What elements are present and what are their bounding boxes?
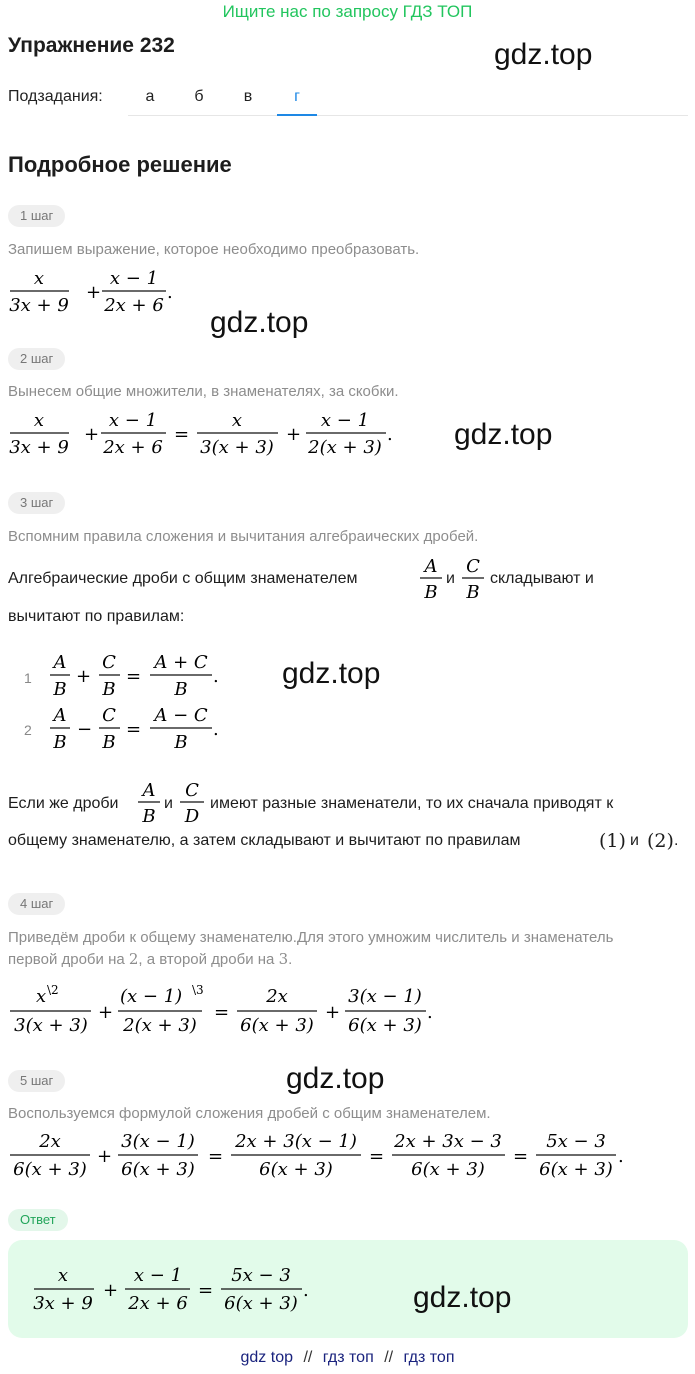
svg-text:\3: \3 — [192, 983, 204, 997]
svg-text:+: + — [286, 424, 302, 445]
tab-v[interactable]: в — [243, 88, 253, 105]
step-1-formula — [6, 262, 186, 318]
solution-heading: Подробное решение — [8, 152, 232, 177]
watermark: gdz.top — [282, 657, 381, 690]
ref-period: . — [674, 832, 679, 849]
footer-separator: // — [303, 1349, 313, 1366]
svg-text:B: B — [102, 679, 116, 700]
diff-and: и — [164, 795, 173, 812]
svg-text:=: = — [513, 1146, 529, 1167]
svg-text:B: B — [53, 679, 67, 700]
svg-text:B: B — [424, 582, 438, 602]
svg-text:=: = — [208, 1146, 224, 1167]
svg-text:A + C: A + C — [154, 652, 208, 673]
svg-text:C: C — [102, 705, 116, 726]
rule-text-1b: складывают и — [490, 570, 594, 587]
svg-text:2x + 6: 2x + 6 — [128, 1293, 188, 1314]
svg-text:+: + — [86, 282, 102, 303]
svg-text:+: + — [76, 666, 92, 687]
step-3-text: Вспомним правила сложения и вычитания алгебраических дробей. — [8, 528, 479, 545]
svg-text:2x + 6: 2x + 6 — [104, 295, 164, 316]
svg-text:=: = — [126, 666, 142, 687]
svg-text:2(x + 3): 2(x + 3) — [123, 1015, 197, 1036]
svg-text:2(x + 3): 2(x + 3) — [308, 437, 382, 458]
svg-text:2x: 2x — [39, 1131, 61, 1152]
step-badge-3: 3 шаг — [8, 492, 65, 514]
svg-text:x: x — [231, 410, 243, 431]
svg-text:.: . — [618, 1146, 624, 1167]
rule-number-1: 1 — [24, 670, 32, 686]
step-4-text-line1: Приведём дроби к общему знаменателю.Для этого умножим числитель и знаменатель — [8, 929, 614, 946]
page-title: Упражнение 232 — [8, 34, 175, 57]
diff-text-b: имеют разные знаменатели, то их сначала приводят к — [210, 795, 614, 812]
ref-1: (1) — [599, 830, 626, 852]
step-5-text: Воспользуемся формулой сложения дробей с общим знаменателем. — [8, 1105, 491, 1122]
svg-text:6(x + 3): 6(x + 3) — [539, 1159, 613, 1180]
svg-text:3(x − 1): 3(x − 1) — [348, 986, 422, 1007]
step-badge-5: 5 шаг — [8, 1070, 65, 1092]
step-1-text: Запишем выражение, которое необходимо преобразовать. — [8, 241, 420, 258]
svg-text:x − 1: x − 1 — [133, 1265, 183, 1286]
svg-text:=: = — [126, 719, 142, 740]
svg-text:5x − 3: 5x − 3 — [231, 1265, 291, 1286]
fraction-a-over-b-2 — [136, 776, 162, 826]
tab-g[interactable]: г — [294, 88, 300, 105]
svg-text:3x + 9: 3x + 9 — [33, 1293, 93, 1314]
svg-text:3x + 9: 3x + 9 — [9, 437, 69, 458]
svg-text:5x − 3: 5x − 3 — [546, 1131, 606, 1152]
svg-text:.: . — [427, 1002, 433, 1023]
svg-text:6(x + 3): 6(x + 3) — [411, 1159, 485, 1180]
svg-text:6(x + 3): 6(x + 3) — [121, 1159, 195, 1180]
watermark: gdz.top — [494, 38, 593, 71]
answer-badge: Ответ — [8, 1209, 68, 1231]
footer-links — [0, 1349, 695, 1367]
svg-text:A − C: A − C — [154, 705, 208, 726]
step-4-formula — [6, 978, 446, 1040]
svg-text:6(x + 3): 6(x + 3) — [259, 1159, 333, 1180]
fraction-c-over-b — [460, 552, 486, 602]
svg-text:3(x + 3): 3(x + 3) — [200, 437, 274, 458]
svg-text:6(x + 3): 6(x + 3) — [348, 1015, 422, 1036]
watermark: gdz.top — [413, 1281, 512, 1314]
svg-text:6(x + 3): 6(x + 3) — [224, 1293, 298, 1314]
watermark: gdz.top — [454, 418, 553, 451]
svg-text:x: x — [33, 410, 45, 431]
svg-text:+: + — [325, 1002, 341, 1023]
svg-text:+: + — [97, 1146, 113, 1167]
svg-text:A: A — [424, 556, 438, 577]
svg-text:B: B — [466, 582, 480, 602]
svg-text:C: C — [102, 652, 116, 673]
svg-text:x − 1: x − 1 — [320, 410, 370, 431]
watermark: gdz.top — [210, 306, 309, 339]
svg-text:(x − 1): (x − 1) — [120, 986, 183, 1007]
svg-text:x: x — [36, 986, 47, 1007]
svg-text:.: . — [167, 282, 173, 303]
step-2-text: Вынесем общие множители, в знаменателях, за скобки. — [8, 383, 399, 400]
svg-text:=: = — [214, 1002, 230, 1023]
svg-text:3(x + 3): 3(x + 3) — [14, 1015, 88, 1036]
step-badge-1: 1 шаг — [8, 205, 65, 227]
svg-text:\2: \2 — [47, 983, 59, 997]
rule-and: и — [446, 570, 455, 587]
svg-text:.: . — [213, 719, 219, 740]
tab-b[interactable]: б — [194, 88, 204, 105]
svg-text:+: + — [98, 1002, 114, 1023]
ref-2: (2) — [647, 830, 674, 852]
svg-text:B: B — [53, 732, 67, 753]
step-4-text-line2: первой дроби на 2, а второй дроби на 3. — [8, 950, 293, 968]
ref-and: и — [630, 832, 639, 849]
svg-text:3(x − 1): 3(x − 1) — [121, 1131, 195, 1152]
fraction-c-over-d — [178, 776, 206, 826]
svg-text:3x + 9: 3x + 9 — [9, 295, 69, 316]
footer-link-3[interactable]: гдз топ — [403, 1349, 455, 1366]
tab-a[interactable]: а — [145, 88, 155, 105]
tabs-divider — [128, 115, 688, 116]
watermark: gdz.top — [286, 1062, 385, 1095]
step-5-formula — [6, 1125, 636, 1185]
rule-text-1a: Алгебраические дроби с общим знаменателем — [8, 570, 358, 587]
svg-text:D: D — [184, 806, 200, 826]
svg-text:+: + — [84, 424, 100, 445]
svg-text:x − 1: x − 1 — [108, 410, 158, 431]
rule-1-formula — [46, 648, 236, 702]
subtasks-label: Подзадания: — [8, 88, 103, 105]
svg-text:B: B — [102, 732, 116, 753]
active-tab-indicator — [277, 114, 317, 116]
fraction-a-over-b — [418, 552, 444, 602]
diff-text-line2: общему знаменателю, а затем складывают и вычитают по правилам — [8, 832, 521, 849]
svg-text:2x: 2x — [266, 986, 288, 1007]
svg-text:B: B — [174, 679, 188, 700]
svg-text:+: + — [103, 1280, 119, 1301]
svg-text:B: B — [142, 806, 156, 826]
svg-text:A: A — [53, 705, 67, 726]
svg-text:.: . — [387, 424, 393, 445]
svg-text:x: x — [33, 268, 45, 289]
svg-text:=: = — [369, 1146, 385, 1167]
svg-text:2x + 6: 2x + 6 — [103, 437, 163, 458]
answer-formula — [30, 1259, 320, 1319]
step-badge-4: 4 шаг — [8, 893, 65, 915]
diff-text-a: Если же дроби — [8, 795, 119, 812]
svg-text:2x + 3x − 3: 2x + 3x − 3 — [394, 1131, 502, 1152]
rule-text-2: вычитают по правилам: — [8, 608, 185, 625]
svg-text:x − 1: x − 1 — [109, 268, 159, 289]
svg-text:A: A — [53, 652, 67, 673]
svg-text:x: x — [57, 1265, 69, 1286]
svg-text:.: . — [213, 666, 219, 687]
footer-separator: // — [384, 1349, 394, 1366]
step-badge-2: 2 шаг — [8, 348, 65, 370]
step-2-formula — [6, 404, 406, 460]
svg-text:2x + 3(x − 1): 2x + 3(x − 1) — [235, 1131, 357, 1152]
svg-text:=: = — [174, 424, 190, 445]
footer-link-1[interactable]: gdz top — [240, 1349, 293, 1366]
svg-text:C: C — [185, 780, 199, 801]
rule-number-2: 2 — [24, 722, 32, 738]
svg-text:A: A — [142, 780, 156, 801]
svg-text:=: = — [198, 1280, 214, 1301]
footer-link-2[interactable]: гдз топ — [322, 1349, 374, 1366]
rule-2-formula — [46, 701, 236, 755]
svg-text:6(x + 3): 6(x + 3) — [13, 1159, 87, 1180]
promo-banner[interactable]: Ищите нас по запросу ГДЗ ТОП — [222, 2, 473, 21]
svg-text:B: B — [174, 732, 188, 753]
svg-text:−: − — [77, 719, 93, 740]
svg-text:.: . — [303, 1280, 309, 1301]
svg-text:6(x + 3): 6(x + 3) — [240, 1015, 314, 1036]
svg-text:C: C — [466, 556, 480, 577]
